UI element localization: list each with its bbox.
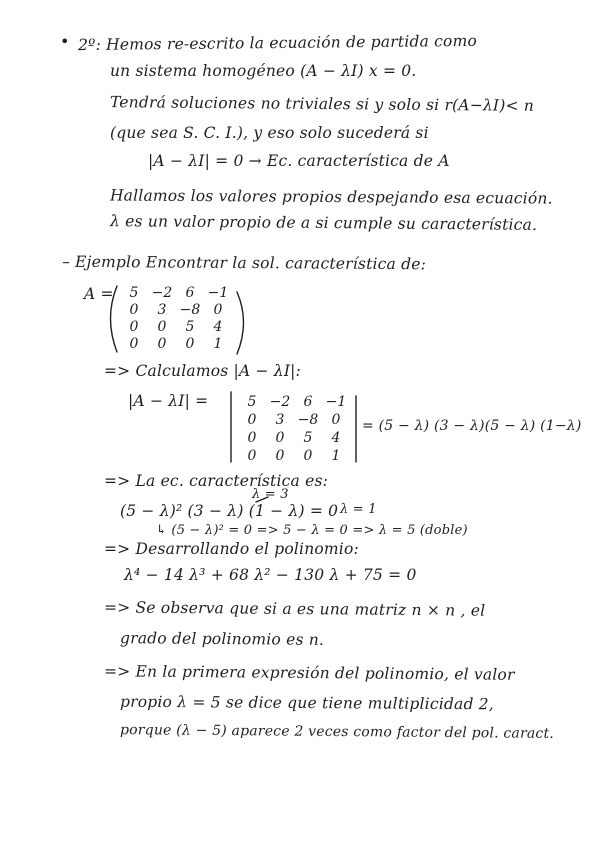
annotation-lambda-3: λ = 3 <box>252 487 289 502</box>
matrix-det-cell: 0 <box>331 412 341 428</box>
det-result: = (5 − λ) (3 − λ)(5 − λ) (1−λ) <box>362 418 582 434</box>
matrix-a-label: A = <box>84 285 114 303</box>
line-intro: 2º: Hemos re-escrito la ecuación de partida como <box>77 31 478 55</box>
matrix-a-cell: 5 <box>129 285 139 301</box>
line-lambda-def: λ es un valor propio de a si cumple su característica. <box>109 212 538 234</box>
matrix-det-cell: 3 <box>275 412 285 428</box>
matrix-det-cell: −8 <box>297 412 319 428</box>
line-find-eigen: Hallamos los valores propios despejando esa ecuación. <box>109 186 553 208</box>
line-calculate: => Calculamos |A − λI|: <box>104 362 301 380</box>
line-degree: grado del polinomio es n. <box>119 629 325 649</box>
line-polynomial: λ⁴ − 14 λ³ + 68 λ² − 130 λ + 75 = 0 <box>124 566 417 584</box>
matrix-a <box>120 285 232 352</box>
matrix-det-cell: 1 <box>331 448 341 464</box>
matrix-a-cell: 3 <box>157 302 167 318</box>
line-develop: => Desarrollando el polinomio: <box>104 540 359 558</box>
matrix-a-cell: 0 <box>157 336 167 352</box>
line-example: – Ejemplo Encontrar la sol. característica de: <box>61 252 427 274</box>
matrix-a-cell: 1 <box>213 336 223 352</box>
line-nontrivial: Tendrá soluciones no triviales si y solo si r(A−λI)< n <box>109 93 535 115</box>
det-label: |A − λI| = <box>128 392 209 410</box>
matrix-a-cell: 4 <box>213 319 223 335</box>
line-char-eq: (5 − λ)² (3 − λ) (1 − λ) = 0 <box>120 502 339 520</box>
line-det-condition: |A − λI| = 0 → Ec. característica de A <box>148 152 450 170</box>
line-first-expression: => En la primera expresión del polinomio, el valor <box>103 662 515 684</box>
matrix-a-cell: 0 <box>129 319 139 335</box>
line-observe: => Se observa que si a es una matriz n × n , el <box>103 598 486 620</box>
matrix-det-cell: 0 <box>247 412 257 428</box>
matrix-det-cell: 4 <box>331 430 341 446</box>
matrix-det-cell: 0 <box>247 448 257 464</box>
matrix-det-cell: −1 <box>325 394 347 410</box>
annotation-lambda-1: λ = 1 <box>340 502 377 517</box>
matrix-det <box>238 394 350 464</box>
line-multiplicity: propio λ = 5 se dice que tiene multiplicidad 2, <box>119 692 494 714</box>
bullet-dot: • <box>60 32 70 51</box>
matrix-det-cell: 5 <box>247 394 257 410</box>
matrix-det-cell: −2 <box>269 394 291 410</box>
line-double-root: ↳ (5 − λ)² = 0 => 5 − λ = 0 => λ = 5 (doble) <box>156 523 468 538</box>
line-char-eq-label: => La ec. característica es: <box>104 472 329 490</box>
matrix-a-cell: 6 <box>185 285 195 301</box>
matrix-det-cell: 5 <box>303 430 313 446</box>
matrix-det-cell: 0 <box>247 430 257 446</box>
matrix-a-cell: 0 <box>185 336 195 352</box>
matrix-det-cell: 0 <box>303 448 313 464</box>
matrix-a-cell: 0 <box>157 319 167 335</box>
matrix-a-cell: 0 <box>129 302 139 318</box>
line-sci: (que sea S. C. I.), y eso solo sucederá si <box>110 124 429 142</box>
matrix-det-cell: 0 <box>275 430 285 446</box>
matrix-det-cell: 6 <box>303 394 313 410</box>
matrix-a-cell: −2 <box>151 285 173 301</box>
matrix-det-cell: 0 <box>275 448 285 464</box>
line-homogeneous: un sistema homogéneo (A − λI) x = 0. <box>110 62 417 80</box>
matrix-a-cell: 0 <box>213 302 223 318</box>
matrix-a-cell: −1 <box>207 285 229 301</box>
matrix-a-cell: 0 <box>129 336 139 352</box>
line-factor: porque (λ − 5) aparece 2 veces como factor del pol. caract. <box>119 722 555 742</box>
matrix-a-cell: −8 <box>179 302 201 318</box>
matrix-a-cell: 5 <box>185 319 195 335</box>
